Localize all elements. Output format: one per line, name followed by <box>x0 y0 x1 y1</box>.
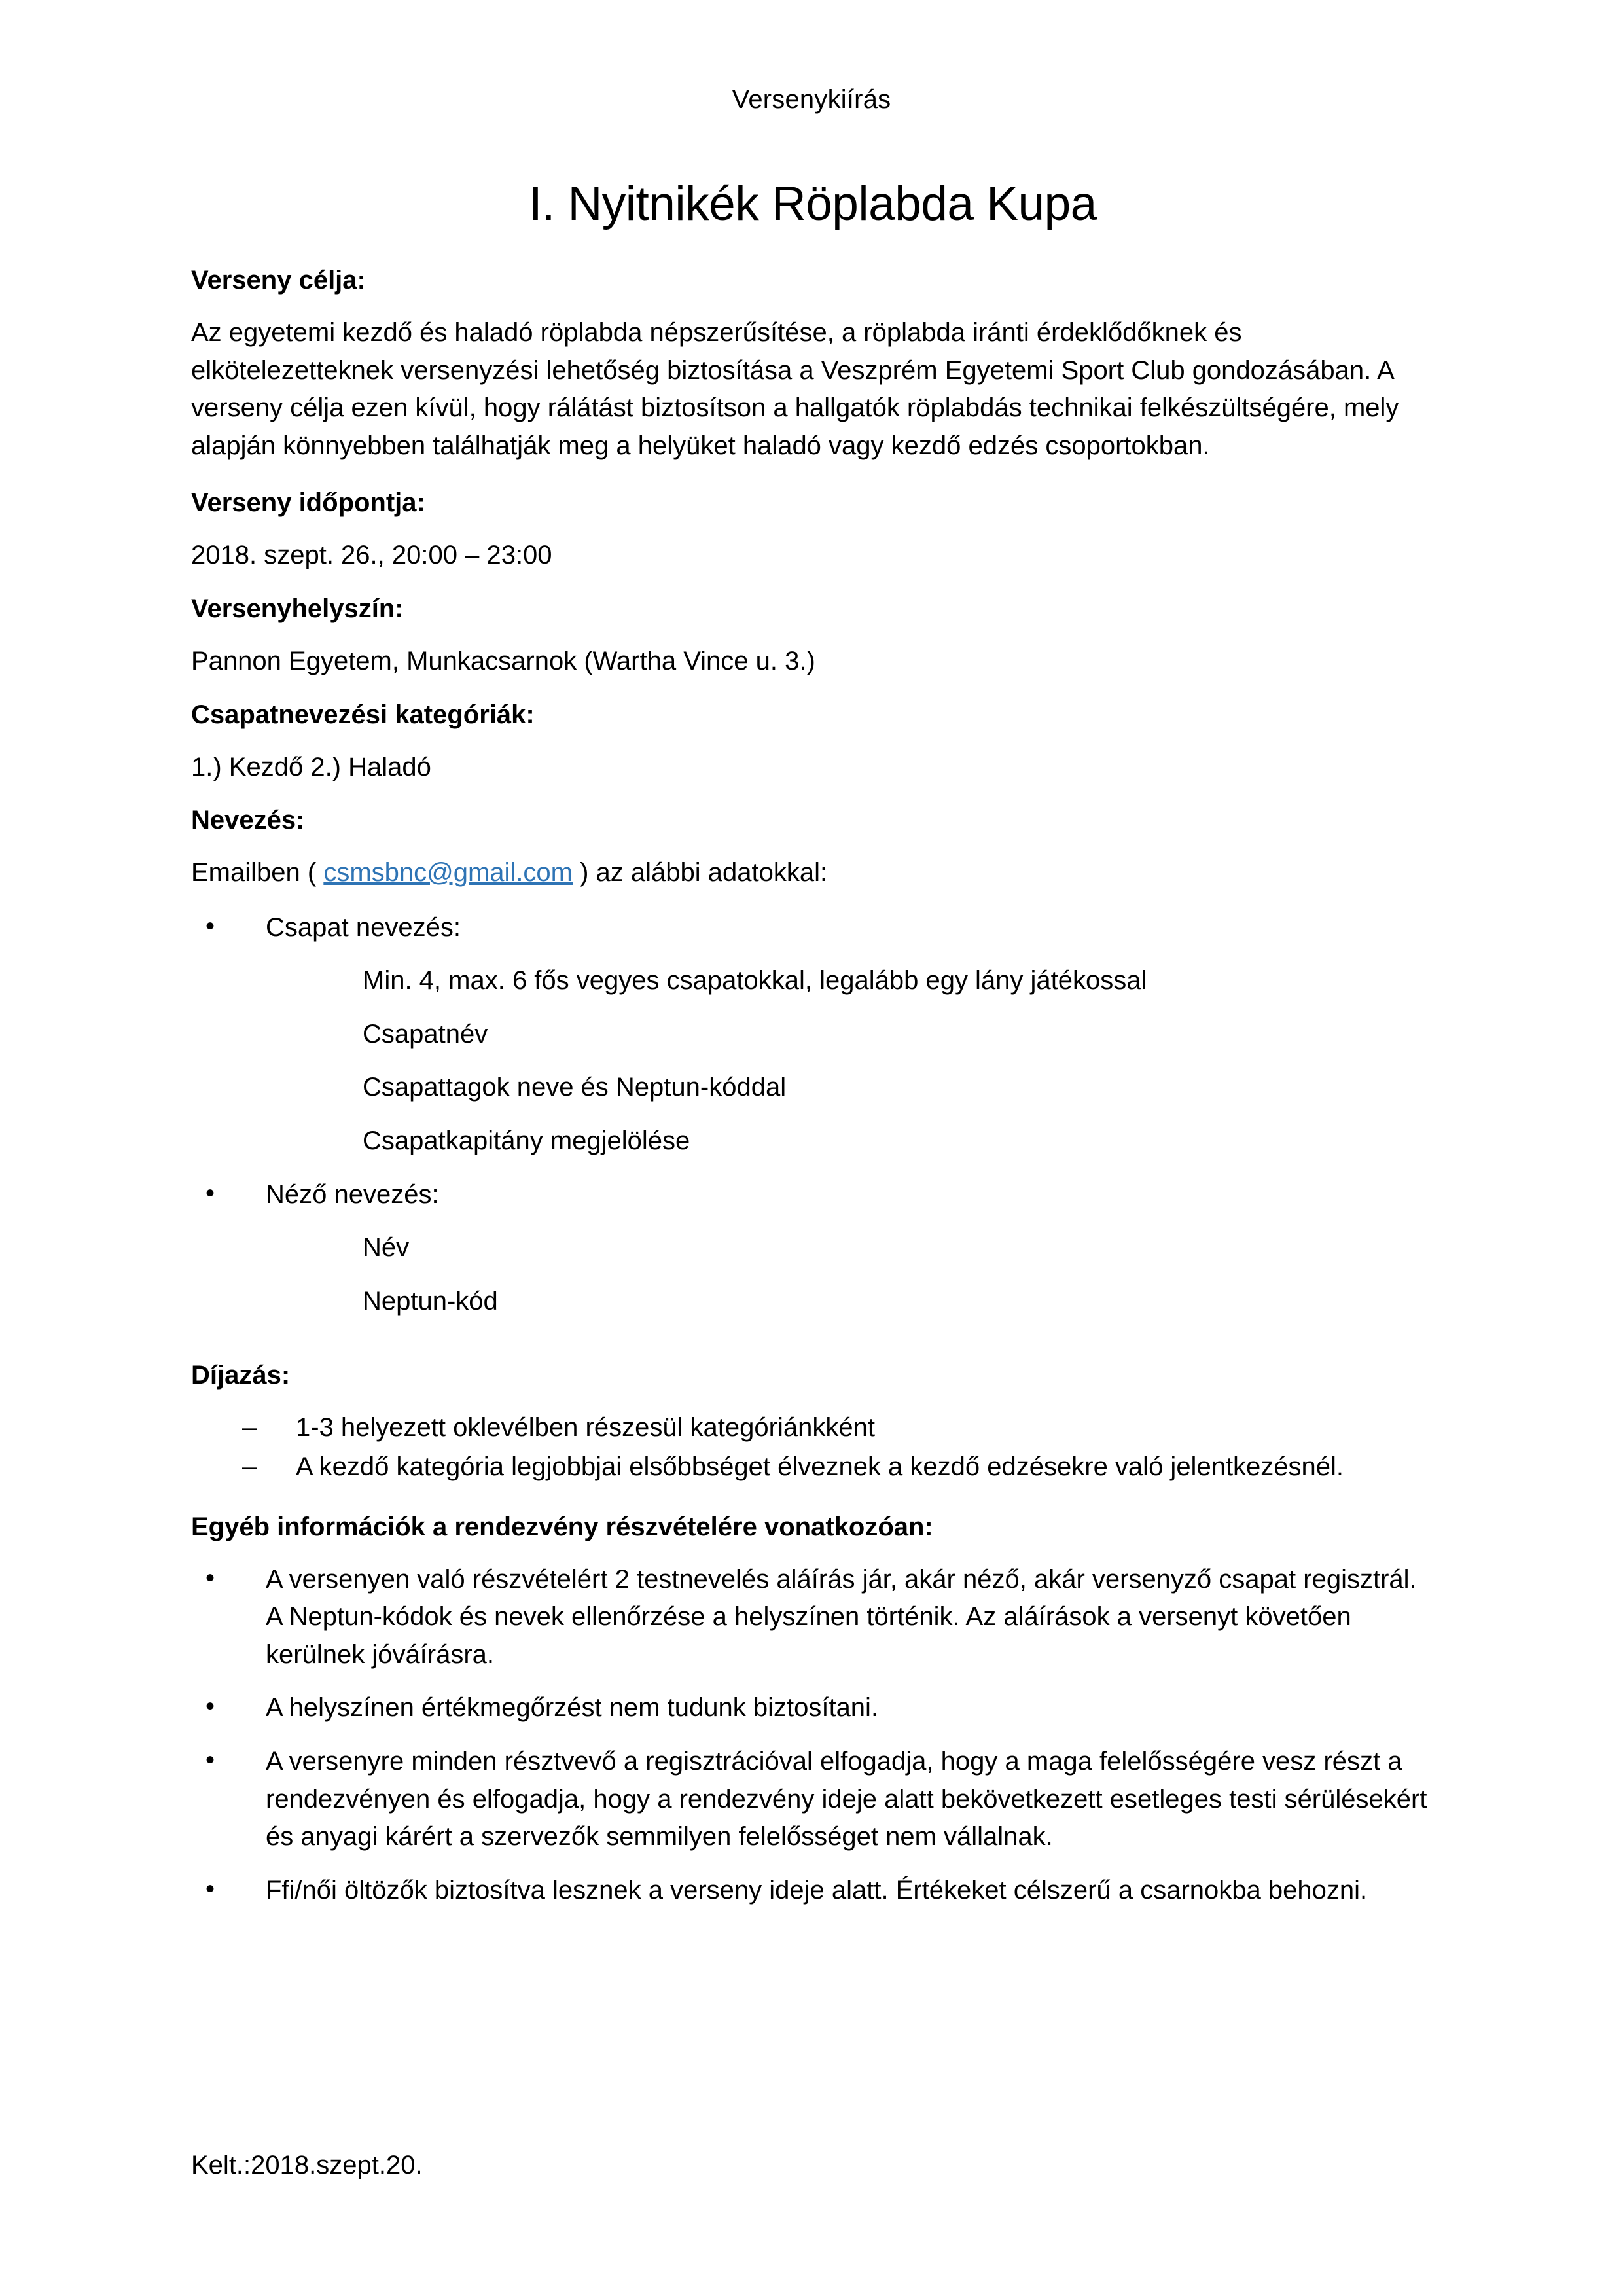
list-item <box>205 909 1435 1160</box>
list-item: • A versenyre minden résztvevő a regisztrációval elfogadja, hogy a maga felelősségére vesz részt a rendezvényen és elfogadja, hogy a rendezvény ideje alatt bekövetkezett esetleges testi sérülésekért és anyagi kárért a szervezők semmilyen felelősséget nem vállalnak. <box>205 1743 1435 1856</box>
section-heading-other-info: Egyéb információk a rendezvény részvételére vonatkozóan: <box>191 1512 933 1541</box>
section-body-venue: Pannon Egyetem, Munkacsarnok (Wartha Vince u. 3.) <box>191 646 815 675</box>
section-heading-prizes: Díjazás: <box>191 1361 291 1390</box>
list-item: • A helyszínen értékmegőrzést nem tudunk biztosítani. <box>205 1689 1435 1727</box>
list-item <box>205 1176 1435 1321</box>
list-item: – 1-3 helyezett oklevélben részesül kategóriánkként <box>242 1409 1435 1447</box>
list-item: • Ffi/női öltözők biztosítva lesznek a verseny ideje alatt. Értékeket célszerű a csarnokba behozni. <box>205 1872 1435 1910</box>
registration-intro-after: ) az alábbi adatokkal: <box>573 858 828 888</box>
page-title: I. Nyitnikék Röplabda Kupa <box>529 177 1097 230</box>
list-item: Csapattagok neve és Neptun-kóddal <box>363 1073 787 1102</box>
document-content <box>191 177 1435 1925</box>
section-body-purpose: Az egyetemi kezdő és haladó röplabda népszerűsítése, a röplabda iránti érdeklődőknek és elkötelezetteknek versenyzési lehetőség biztosítása a Veszprém Egyetemi Sport Club gondozásában. A verseny célja ezen kívül, hogy rálátást biztosítson a hallgatók röplabdás technikai felkészültségére, mely alapján könnyebben találhatják meg a helyüket haladó vagy kezdő edzés csoportokban. <box>191 317 1399 460</box>
section-heading-categories: Csapatnevezési kategóriák: <box>191 700 535 729</box>
prizes-list <box>191 1409 1435 1486</box>
email-link[interactable]: csmsbnc@gmail.com <box>323 858 573 888</box>
section-heading-date: Verseny időpontja: <box>191 488 425 518</box>
section-heading-venue: Versenyhelyszín: <box>191 594 404 623</box>
list-item: Csapatnév <box>363 1019 488 1049</box>
spacer <box>191 1336 1435 1358</box>
list-item: Név <box>363 1233 410 1263</box>
registration-subitems <box>266 1229 1435 1320</box>
footer-date: Kelt.:2018.szept.20. <box>191 2151 423 2179</box>
list-item: Csapatkapitány megjelölése <box>363 1126 690 1156</box>
section-body-date: 2018. szept. 26., 20:00 – 23:00 <box>191 541 552 570</box>
registration-email-line <box>191 854 1435 892</box>
section-heading-registration: Nevezés: <box>191 806 305 835</box>
list-item: – A kezdő kategória legjobbjai elsőbbséget élveznek a kezdő edzésekre való jelentkezésnél. <box>242 1448 1435 1486</box>
registration-item-label: Néző nevezés: <box>266 1179 439 1209</box>
section-body-categories: 1.) Kezdő 2.) Haladó <box>191 752 431 781</box>
list-item: Neptun-kód <box>363 1286 498 1316</box>
spacer <box>191 1488 1435 1510</box>
list-item: • A versenyen való részvételért 2 testnevelés aláírás jár, akár néző, akár versenyző csapat regisztrál. A Neptun-kódok és nevek ellenőrzése a helyszínen történik. Az aláírások a versenyt követően kerülnek jóváírásra. <box>205 1561 1435 1674</box>
registration-item-label: Csapat nevezés: <box>266 912 461 942</box>
registration-list <box>191 909 1435 1321</box>
registration-intro-before: Emailben ( <box>191 858 324 888</box>
document-header: Versenykiírás <box>732 85 891 114</box>
registration-subitems <box>266 962 1435 1160</box>
list-item: Min. 4, max. 6 fős vegyes csapatokkal, legalább egy lány játékossal <box>363 966 1147 996</box>
section-heading-purpose: Verseny célja: <box>191 265 366 295</box>
other-info-list <box>191 1561 1435 1910</box>
